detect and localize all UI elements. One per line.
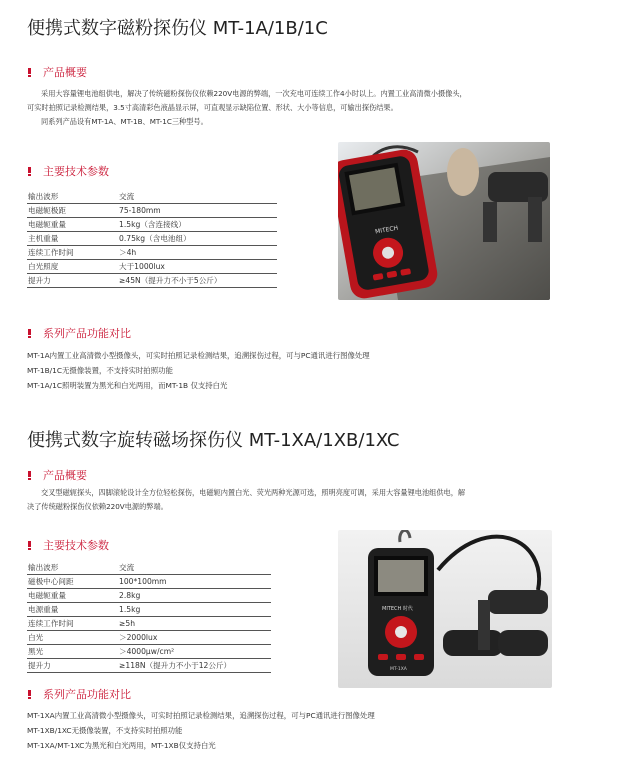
spec-value: 2.8kg bbox=[118, 589, 271, 603]
spec-row bbox=[27, 589, 271, 603]
section-heading-overview-2 bbox=[27, 467, 87, 483]
spec-value: 1.5kg（含连接线） bbox=[118, 218, 277, 232]
spec-key: 电磁轭重量 bbox=[27, 589, 118, 603]
section-heading-overview-1 bbox=[27, 64, 87, 80]
compare-text-2: MT-1XA内置工业高清微小型摄像头，可实时拍照记录检测结果，追溯探伤过程，可与PC通讯进行图像处理 MT-1XB/1XC无摄像装置，不支持实时拍照功能 MT-1XA/MT-1XC为黑光和白光两用，MT-1XB仅支持白光 bbox=[27, 711, 375, 750]
spec-row bbox=[27, 561, 271, 575]
spec-row bbox=[27, 575, 271, 589]
product-photo-mt-1a bbox=[338, 142, 550, 300]
spec-key: 输出波形 bbox=[27, 190, 118, 204]
spec-value: 大于1000lux bbox=[118, 260, 277, 274]
spec-row bbox=[27, 631, 271, 645]
page-title-mt-1xa: 便携式数字旋转磁场探伤仪 MT-1XA/1XB/1XC bbox=[27, 430, 400, 451]
spec-row bbox=[27, 659, 271, 673]
spec-key: 电磁轭重量 bbox=[27, 218, 118, 232]
spec-row bbox=[27, 218, 277, 232]
device-brand-2: MITECH 时代 bbox=[382, 606, 413, 612]
spec-key: 磁极中心间距 bbox=[27, 575, 118, 589]
overview-text-1: 采用大容量锂电池组供电，解决了传统磁粉探伤仪依赖220V电源的弊端，一次充电可连续工作4小时以上。内置工业高清微小摄像头， 可实时拍照记录检测结果，3.5寸高清彩色液晶显示屏，可直观显示缺陷位置、形状、大小等信息，可输出探伤结果。 同系列产品设有MT-1A、MT-1B、MT-1C三种型号。 bbox=[27, 89, 467, 126]
page-title-mt-1a: 便携式数字磁粉探伤仪 MT-1A/1B/1C bbox=[27, 18, 328, 39]
heading-label: 系列产品功能对比 bbox=[43, 688, 131, 701]
heading-label: 系列产品功能对比 bbox=[43, 327, 131, 340]
exclamation-icon bbox=[27, 690, 33, 699]
spec-value: 交流 bbox=[118, 561, 271, 575]
section-heading-compare-2 bbox=[27, 686, 131, 702]
spec-row bbox=[27, 190, 277, 204]
spec-row bbox=[27, 645, 271, 659]
device-brand-1: MITECH bbox=[374, 224, 399, 236]
spec-row bbox=[27, 274, 277, 288]
spec-value: ＞2000lux bbox=[118, 631, 271, 645]
heading-label: 主要技术参数 bbox=[43, 165, 109, 178]
product-photo-mt-1xa bbox=[338, 530, 552, 688]
exclamation-icon bbox=[27, 471, 33, 480]
spec-row bbox=[27, 232, 277, 246]
spec-value: ＞4000μw/cm² bbox=[118, 645, 271, 659]
spec-value: 0.75kg（含电池组） bbox=[118, 232, 277, 246]
section-heading-specs-1 bbox=[27, 163, 109, 179]
spec-key: 黑光 bbox=[27, 645, 118, 659]
spec-table-2 bbox=[27, 561, 271, 673]
spec-table-1 bbox=[27, 190, 277, 288]
spec-value: 1.5kg bbox=[118, 603, 271, 617]
spec-key: 白光照度 bbox=[27, 260, 118, 274]
spec-key: 电磁轭极距 bbox=[27, 204, 118, 218]
heading-label: 主要技术参数 bbox=[43, 539, 109, 552]
spec-value: ≥5h bbox=[118, 617, 271, 631]
section-heading-compare-1 bbox=[27, 325, 131, 341]
compare-text-1: MT-1A内置工业高清微小型摄像头，可实时拍照记录检测结果，追溯探伤过程，可与PC通讯进行图像处理 MT-1B/1C无摄像装置，不支持实时拍照功能 MT-1A/1C照明装置为黑光和白光两用，而MT-1B 仅支持白光 bbox=[27, 351, 370, 390]
spec-value: ≥118N（提升力不小于12公斤） bbox=[118, 659, 271, 673]
spec-row bbox=[27, 603, 271, 617]
spec-key: 输出波形 bbox=[27, 561, 118, 575]
spec-row bbox=[27, 204, 277, 218]
spec-key: 提升力 bbox=[27, 659, 118, 673]
spec-key: 提升力 bbox=[27, 274, 118, 288]
exclamation-icon bbox=[27, 329, 33, 338]
spec-key: 白光 bbox=[27, 631, 118, 645]
spec-value: 75-180mm bbox=[118, 204, 277, 218]
spec-key: 主机重量 bbox=[27, 232, 118, 246]
spec-value: 交流 bbox=[118, 190, 277, 204]
spec-key: 连续工作时间 bbox=[27, 246, 118, 260]
spec-row bbox=[27, 260, 277, 274]
exclamation-icon bbox=[27, 167, 33, 176]
spec-value: 100*100mm bbox=[118, 575, 271, 589]
exclamation-icon bbox=[27, 541, 33, 550]
spec-key: 连续工作时间 bbox=[27, 617, 118, 631]
spec-value: ≥45N（提升力不小于5公斤） bbox=[118, 274, 277, 288]
spec-key: 电源重量 bbox=[27, 603, 118, 617]
spec-value: ＞4h bbox=[118, 246, 277, 260]
heading-label: 产品概要 bbox=[43, 66, 87, 79]
device-model-2: MT-1XA bbox=[390, 667, 407, 672]
spec-row bbox=[27, 246, 277, 260]
heading-label: 产品概要 bbox=[43, 469, 87, 482]
section-heading-specs-2 bbox=[27, 537, 109, 553]
exclamation-icon bbox=[27, 68, 33, 77]
spec-row bbox=[27, 617, 271, 631]
overview-text-2: 交叉型磁轭探头，四脚滚轮设计全方位轻松探伤，电磁轭内置白光、荧光两种光源可选，照明亮度可调，采用大容量锂电池组供电，解 决了传统磁粉探伤仪依赖220V电源的弊端。 bbox=[27, 488, 466, 511]
